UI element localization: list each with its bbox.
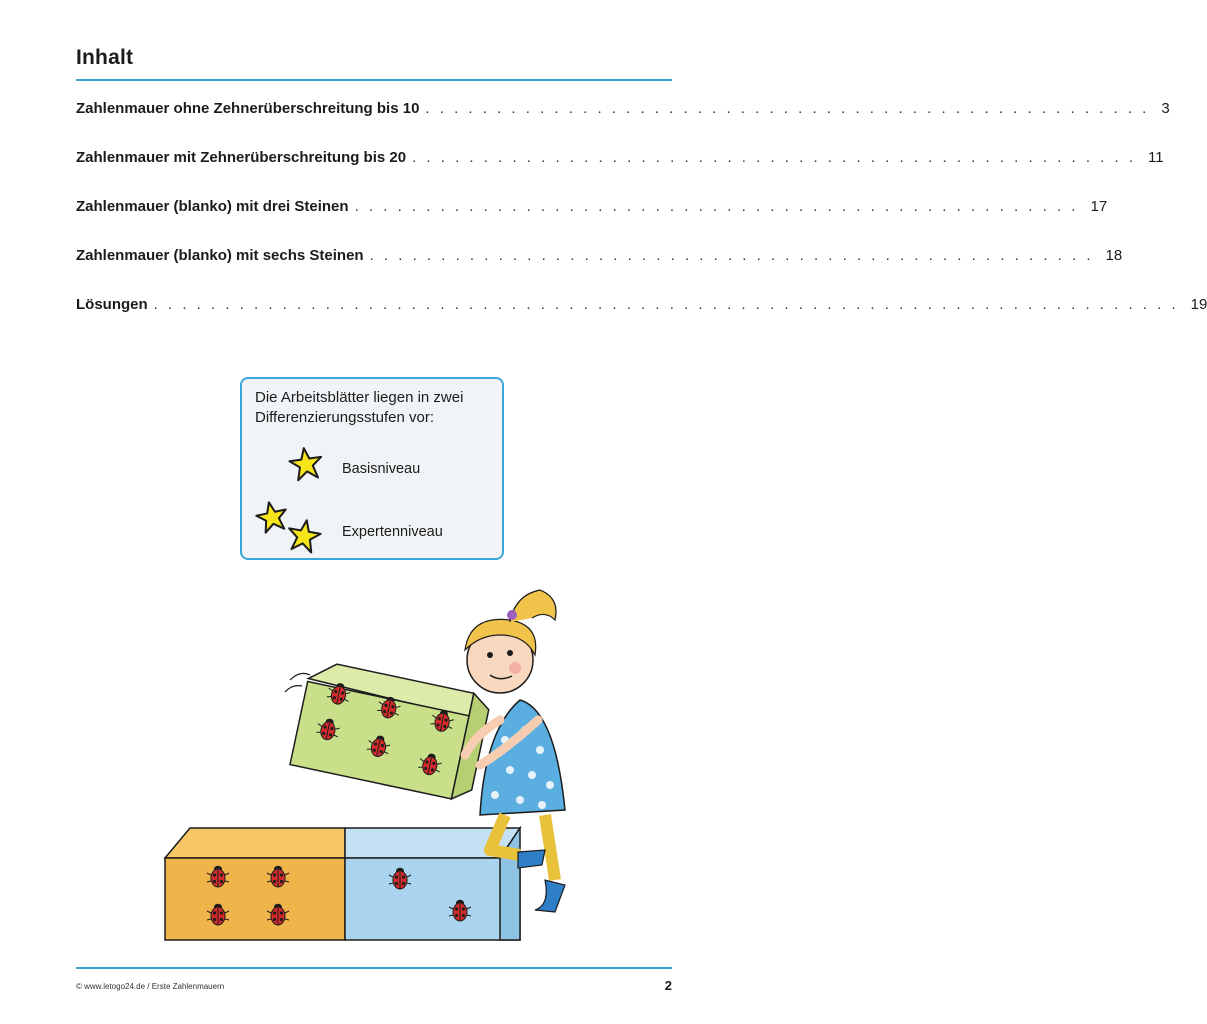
difficulty-legend-box: [240, 377, 504, 560]
toc-entry-page: 17: [1090, 198, 1108, 215]
toc-entry[interactable]: [76, 149, 1164, 175]
toc-entry-label: Zahlenmauer (blanko) mit drei Steinen: [76, 198, 349, 215]
legend-intro-text: Die Arbeitsblätter liegen in zwei Differenzierungsstufen vor:: [255, 389, 464, 426]
toc-entry-page: 3: [1161, 100, 1170, 117]
toc-leader-dots: . . . . . . . . . . . . . . . . . . . . . . . . . . . . . . . . . . . . . . . . . . . . . . . . . . .: [425, 100, 1150, 117]
girl-with-ladybug-blocks-illustration: [160, 580, 580, 945]
toc-entry-page: 11: [1148, 149, 1164, 166]
toc-entry-label: Zahlenmauer (blanko) mit sechs Steinen: [76, 247, 364, 264]
toc-entry-label: Zahlenmauer ohne Zehnerüberschreitung bis 10: [76, 100, 420, 117]
toc-entry-page: 19: [1190, 296, 1207, 313]
page-title: Inhalt: [76, 46, 134, 69]
toc-entry-label: Lösungen: [76, 296, 148, 313]
toc-entry-label: Zahlenmauer mit Zehnerüberschreitung bis 20: [76, 149, 407, 166]
toc-entry[interactable]: [76, 198, 1108, 224]
page-number: 2: [664, 978, 672, 993]
toc-entry[interactable]: [76, 296, 1207, 322]
expert-level-label: Expertenniveau: [342, 524, 443, 540]
toc-entry[interactable]: [76, 247, 1123, 273]
toc-entry[interactable]: [76, 100, 1170, 126]
header-divider: [76, 79, 672, 81]
basic-level-label: Basisniveau: [342, 461, 421, 477]
one-star-icon: [288, 447, 324, 481]
toc-leader-dots: . . . . . . . . . . . . . . . . . . . . . . . . . . . . . . . . . . . . . . . . . . . . . . . . . . .: [369, 247, 1094, 264]
toc-leader-dots: . . . . . . . . . . . . . . . . . . . . . . . . . . . . . . . . . . . . . . . . . . . . . . . . . . .: [412, 149, 1137, 166]
toc-leader-dots: . . . . . . . . . . . . . . . . . . . . . . . . . . . . . . . . . . . . . . . . . . . . . . . . . . . . . . . . . . . . . . . . . . . . . . . .: [153, 296, 1179, 313]
toc-entry-page: 18: [1105, 247, 1123, 264]
footer-divider: [76, 967, 672, 969]
toc-leader-dots: . . . . . . . . . . . . . . . . . . . . . . . . . . . . . . . . . . . . . . . . . . . . . . . . . . .: [354, 198, 1079, 215]
footer-copyright: © www.letogo24.de / Erste Zahlenmauern: [76, 982, 225, 991]
two-stars-icon: [256, 501, 326, 557]
